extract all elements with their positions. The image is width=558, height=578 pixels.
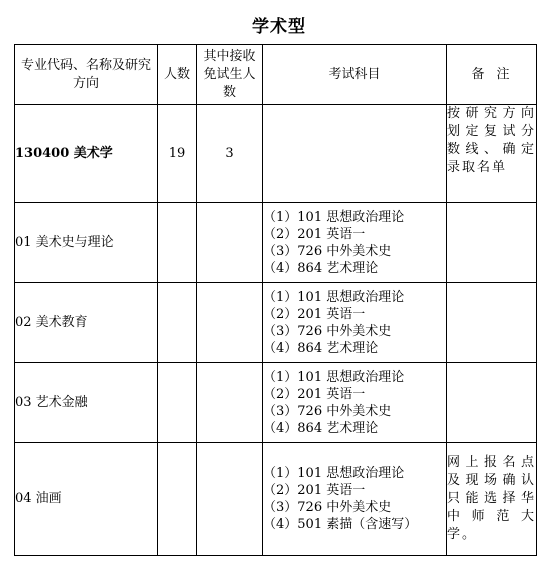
table-header-row <box>15 45 537 105</box>
subject-item: （3）726 中外美术史 <box>263 323 392 339</box>
subject-item: （1）101 思想政治理论 <box>263 466 405 481</box>
direction-note <box>447 363 537 443</box>
subject-item: （2）201 英语一 <box>263 226 366 242</box>
direction-exempt <box>197 283 263 363</box>
subject-item: （2）201 英语一 <box>263 386 366 402</box>
direction-subjects <box>263 203 447 283</box>
table-row <box>15 363 537 443</box>
header-exempt: 其中接收免试生人数 <box>197 45 263 105</box>
page-title: 学术型 <box>252 17 306 37</box>
subject-item: （3）726 中外美术史 <box>263 500 392 515</box>
direction-name: 02 美术教育 <box>15 283 158 363</box>
direction-note <box>447 203 537 283</box>
direction-note <box>447 283 537 363</box>
major-subjects <box>263 105 447 203</box>
direction-exempt <box>197 363 263 443</box>
subject-item: （3）726 中外美术史 <box>263 243 392 259</box>
direction-count <box>158 203 197 283</box>
subject-item: （1）101 思想政治理论 <box>263 369 405 385</box>
direction-name: 04 油画 <box>15 443 158 556</box>
header-count: 人数 <box>158 45 197 105</box>
table-row <box>15 203 537 283</box>
subject-item: （2）201 英语一 <box>263 306 366 322</box>
direction-count <box>158 283 197 363</box>
major-count: 19 <box>158 105 197 203</box>
direction-subjects <box>263 363 447 443</box>
table-row-major <box>15 105 537 203</box>
direction-subjects <box>263 443 447 556</box>
table-row <box>15 283 537 363</box>
direction-count <box>158 443 197 556</box>
direction-exempt <box>197 443 263 556</box>
direction-subjects <box>263 283 447 363</box>
header-subjects: 考试科目 <box>263 45 447 105</box>
admission-table <box>14 44 537 556</box>
subject-item: （2）201 英语一 <box>263 483 366 498</box>
subject-item: （4）864 艺术理论 <box>263 340 379 356</box>
subject-item: （1）101 思想政治理论 <box>263 289 405 305</box>
direction-name: 03 艺术金融 <box>15 363 158 443</box>
subject-item: （4）864 艺术理论 <box>263 260 379 276</box>
direction-name: 01 美术史与理论 <box>15 203 158 283</box>
subject-item: （4）501 素描（含速写） <box>263 517 418 532</box>
major-code-name: 130400 美术学 <box>15 105 158 203</box>
direction-exempt <box>197 203 263 283</box>
major-note: 按研究方向划定复试分数线、确定录取名单 <box>447 105 537 203</box>
direction-note: 网上报名点及现场确认只能选择华中师范大学。 <box>447 443 537 556</box>
subject-item: （4）864 艺术理论 <box>263 420 379 436</box>
header-note: 备注 <box>447 45 537 105</box>
table-row <box>15 443 537 556</box>
subject-item: （3）726 中外美术史 <box>263 403 392 419</box>
direction-count <box>158 363 197 443</box>
major-exempt: 3 <box>197 105 263 203</box>
header-major: 专业代码、名称及研究方向 <box>15 45 158 105</box>
subject-item: （1）101 思想政治理论 <box>263 209 405 225</box>
